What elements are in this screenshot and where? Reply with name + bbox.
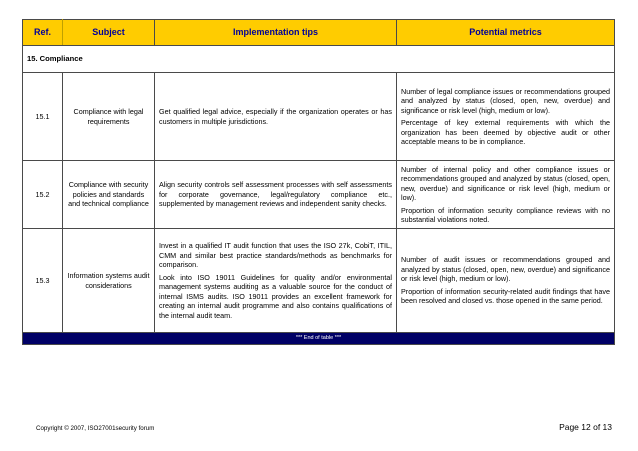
document-page xyxy=(22,19,614,345)
tip-paragraph: Align security controls self assessment processes with self assessments for corporate governance, legal/regulatory compliance etc., supplemented by management reviews and independent sanity checks. xyxy=(159,180,392,209)
metric-paragraph: Number of audit issues or recommendations grouped and analyzed by status (closed, open, new, overdue) and significance or risk level (high, medium or low). xyxy=(401,255,610,284)
header-potential-metrics: Potential metrics xyxy=(397,20,615,46)
row-subject: Compliance with security policies and standards and technical compliance xyxy=(63,161,155,229)
row-implementation-tips xyxy=(155,161,397,229)
row-ref: 15.1 xyxy=(23,73,63,161)
metric-paragraph: Proportion of information security compliance reviews with no substantial violations noted. xyxy=(401,205,610,224)
row-potential-metrics xyxy=(397,229,615,333)
row-implementation-tips xyxy=(155,73,397,161)
end-of-table-row xyxy=(23,333,615,345)
table-header-row xyxy=(23,20,615,46)
tip-paragraph: Look into ISO 19011 Guidelines for quality and/or environmental management systems auditing as a valuable source for the conduct of internal ISMS audits. ISO 19011 provides an excellent framework for creating an internal audit programme and also contains qualifications of the internal audit team. xyxy=(159,272,392,320)
row-subject: Information systems audit considerations xyxy=(63,229,155,333)
metric-paragraph: Percentage of key external requirements with which the organization has been deemed by objective audit or other acceptable means to be in compliance. xyxy=(401,118,610,146)
page-number: Page 12 of 13 xyxy=(559,422,612,432)
metrics-table xyxy=(22,19,615,345)
metric-paragraph: Number of internal policy and other compliance issues or recommendations grouped and analyzed by status (closed, open, new, overdue) and significance or risk level (high, medium or low). xyxy=(401,164,610,202)
header-subject: Subject xyxy=(63,20,155,46)
section-title: 15. Compliance xyxy=(23,46,615,73)
metric-paragraph: Number of legal compliance issues or recommendations grouped and analyzed by status (closed, open, new, overdue) and significance or risk level (high, medium or low). xyxy=(401,86,610,115)
header-implementation-tips: Implementation tips xyxy=(155,20,397,46)
metric-paragraph: Proportion of information security-related audit findings that have been resolved and closed vs. those opened in the same period. xyxy=(401,286,610,306)
row-potential-metrics xyxy=(397,73,615,161)
row-ref: 15.3 xyxy=(23,229,63,333)
table-row xyxy=(23,161,615,229)
tip-paragraph: Get qualified legal advice, especially if the organization operates or has customers in multiple jurisdictions. xyxy=(159,107,392,126)
tip-paragraph: Invest in a qualified IT audit function that uses the ISO 27k, CobiT, ITIL, CMM and similar best practice standards/methods as benchmarks for comparison. xyxy=(159,241,392,269)
table-row xyxy=(23,73,615,161)
end-of-table-label: *** End of table *** xyxy=(23,333,615,345)
section-row xyxy=(23,46,615,73)
table-row xyxy=(23,229,615,333)
row-ref: 15.2 xyxy=(23,161,63,229)
copyright-notice: Copyright © 2007, ISO27001security forum xyxy=(36,425,155,432)
row-implementation-tips xyxy=(155,229,397,333)
header-ref: Ref. xyxy=(23,20,63,46)
row-subject: Compliance with legal requirements xyxy=(63,73,155,161)
row-potential-metrics xyxy=(397,161,615,229)
